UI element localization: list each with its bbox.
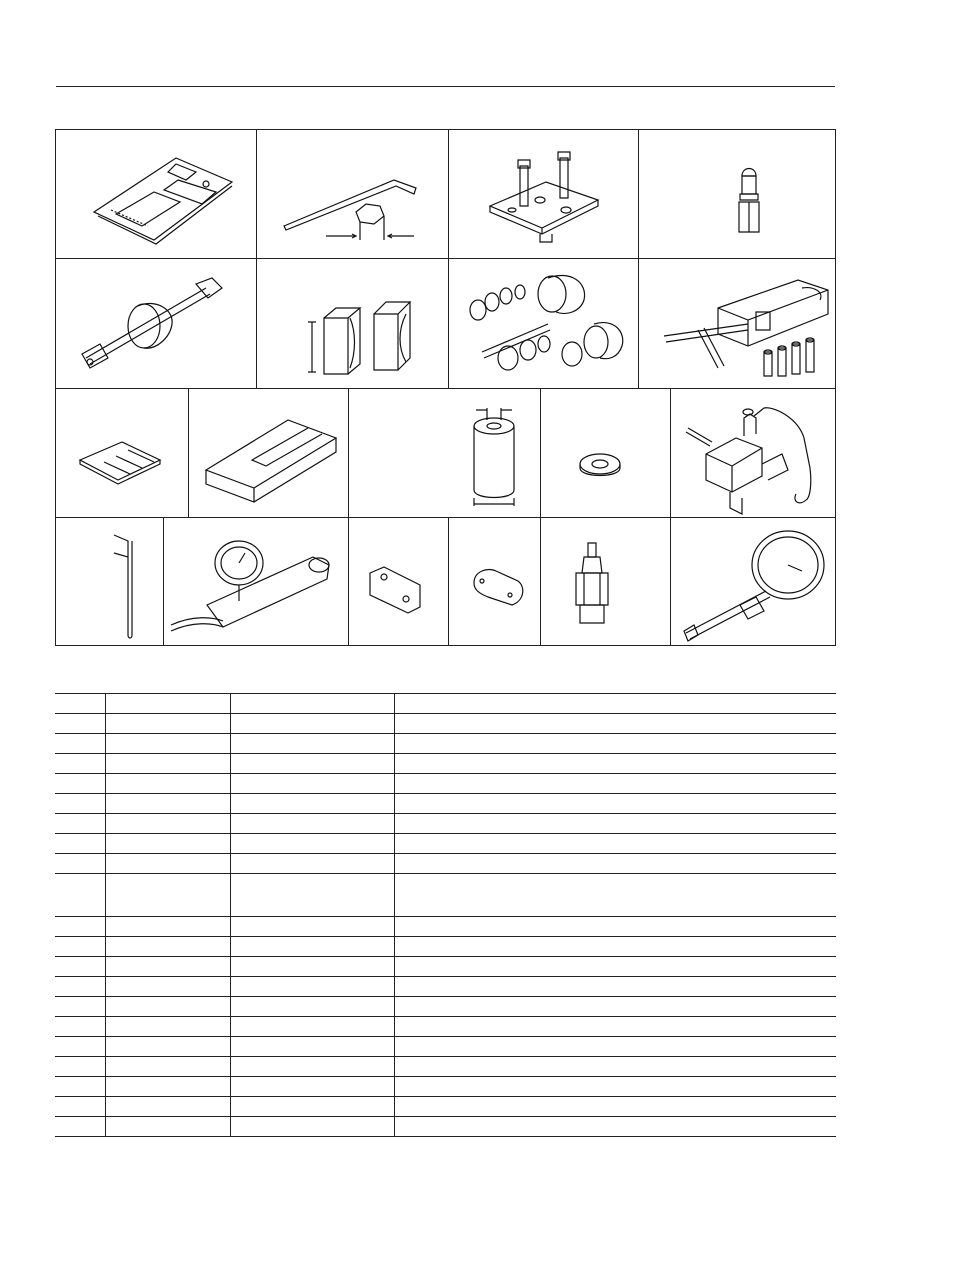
table-row <box>55 937 836 957</box>
nozzle-adapter-icon <box>540 517 670 646</box>
flat-washer-icon <box>540 388 670 517</box>
adapter-fitting-icon <box>638 130 837 258</box>
table-cell <box>55 917 105 937</box>
table-cell <box>105 874 230 917</box>
cover-plate-icon <box>448 517 540 646</box>
table-cell <box>105 1077 230 1097</box>
table-cell <box>230 774 394 794</box>
table-row <box>55 874 836 917</box>
table-row <box>55 917 836 937</box>
puller-plate-icon <box>448 130 638 258</box>
table-cell <box>394 1117 836 1137</box>
table-cell <box>105 997 230 1017</box>
table-cell <box>230 874 394 917</box>
table-cell <box>55 774 105 794</box>
slide-hammer-puller-icon <box>56 258 256 388</box>
table-cell <box>105 694 230 714</box>
table-cell <box>230 1017 394 1037</box>
table-cell <box>55 977 105 997</box>
table-cell <box>55 814 105 834</box>
table-cell <box>105 1097 230 1117</box>
table-cell <box>394 937 836 957</box>
table-cell <box>55 1097 105 1117</box>
table-cell <box>55 1117 105 1137</box>
table-cell <box>394 1037 836 1057</box>
table-cell <box>230 694 394 714</box>
table-row <box>55 1077 836 1097</box>
table-row <box>55 854 836 874</box>
table-cell <box>394 957 836 977</box>
v-block-set-icon <box>256 258 448 388</box>
table-cell <box>55 1077 105 1097</box>
table-cell <box>105 937 230 957</box>
table-cell <box>394 1077 836 1097</box>
table-cell <box>394 794 836 814</box>
table-cell <box>394 854 836 874</box>
table-cell <box>55 734 105 754</box>
table-cell <box>230 977 394 997</box>
table-cell <box>55 957 105 977</box>
table-row <box>55 734 836 754</box>
table-row <box>55 1017 836 1037</box>
table-cell <box>394 834 836 854</box>
table-cell <box>230 734 394 754</box>
table-row <box>55 1117 836 1137</box>
table-cell <box>105 754 230 774</box>
spring-compressor-kit-icon <box>638 258 837 388</box>
table-cell <box>55 794 105 814</box>
table-cell <box>105 854 230 874</box>
table-cell <box>105 814 230 834</box>
bushing-tool-set-icon <box>448 258 638 388</box>
table-cell <box>394 917 836 937</box>
header-rule <box>56 86 835 87</box>
table-cell <box>230 917 394 937</box>
table-cell <box>55 834 105 854</box>
table-cell <box>55 694 105 714</box>
table-cell <box>105 1057 230 1077</box>
table-cell <box>230 1097 394 1117</box>
table-cell <box>230 937 394 957</box>
table-cell <box>55 997 105 1017</box>
table-cell <box>230 854 394 874</box>
hex-key-wrench-icon <box>256 130 448 258</box>
table-cell <box>55 1037 105 1057</box>
table-cell <box>105 734 230 754</box>
table-cell <box>55 937 105 957</box>
table-cell <box>394 694 836 714</box>
table-cell <box>394 1017 836 1037</box>
table-row <box>55 957 836 977</box>
gasket-plate-icon <box>348 517 448 646</box>
table-cell <box>105 714 230 734</box>
table-row <box>55 1057 836 1077</box>
table-cell <box>230 1117 394 1137</box>
table-row <box>55 997 836 1017</box>
table-cell <box>230 814 394 834</box>
table-cell <box>394 734 836 754</box>
pressure-gauge-hose-icon <box>163 517 348 646</box>
table-cell <box>105 1017 230 1037</box>
plastigage-card-icon <box>56 130 256 258</box>
table-row <box>55 1097 836 1117</box>
table-cell <box>394 1097 836 1117</box>
table-cell <box>230 714 394 734</box>
table-cell <box>105 794 230 814</box>
special-tools-table <box>55 693 836 1137</box>
table-cell <box>394 774 836 794</box>
table-cell <box>105 977 230 997</box>
table-cell <box>230 794 394 814</box>
table-row <box>55 774 836 794</box>
illustration-grid <box>55 129 836 646</box>
table-cell <box>230 1077 394 1097</box>
table-cell <box>394 977 836 997</box>
table-cell <box>55 854 105 874</box>
table-row <box>55 1037 836 1057</box>
table-cell <box>55 1017 105 1037</box>
table-cell <box>230 1057 394 1077</box>
table-cell <box>55 754 105 774</box>
table-cell <box>394 1057 836 1077</box>
compression-gauge-icon <box>670 517 837 646</box>
table-cell <box>105 834 230 854</box>
slotted-block-icon <box>188 388 348 517</box>
table-cell <box>230 754 394 774</box>
table-cell <box>230 957 394 977</box>
table-cell <box>105 1117 230 1137</box>
valve-adapter-icon <box>670 388 837 517</box>
table-row <box>55 814 836 834</box>
table-cell <box>105 917 230 937</box>
table-row <box>55 794 836 814</box>
table-cell <box>394 754 836 774</box>
table-cell <box>105 774 230 794</box>
table-cell <box>394 814 836 834</box>
shim-plate-icon <box>56 388 188 517</box>
table-cell <box>394 997 836 1017</box>
table-cell <box>394 874 836 917</box>
table-row <box>55 834 836 854</box>
table-cell <box>230 1037 394 1057</box>
table-row <box>55 754 836 774</box>
table-cell <box>55 714 105 734</box>
table-cell <box>55 1057 105 1077</box>
table-cell <box>394 714 836 734</box>
table-cell <box>230 834 394 854</box>
table-cell <box>105 1037 230 1057</box>
table-row <box>55 714 836 734</box>
sleeve-collar-icon <box>348 388 540 517</box>
table-row <box>55 694 836 714</box>
table-row <box>55 977 836 997</box>
table-cell <box>105 957 230 977</box>
table-cell <box>230 997 394 1017</box>
hook-rod-icon <box>56 517 163 646</box>
table-cell <box>55 874 105 917</box>
